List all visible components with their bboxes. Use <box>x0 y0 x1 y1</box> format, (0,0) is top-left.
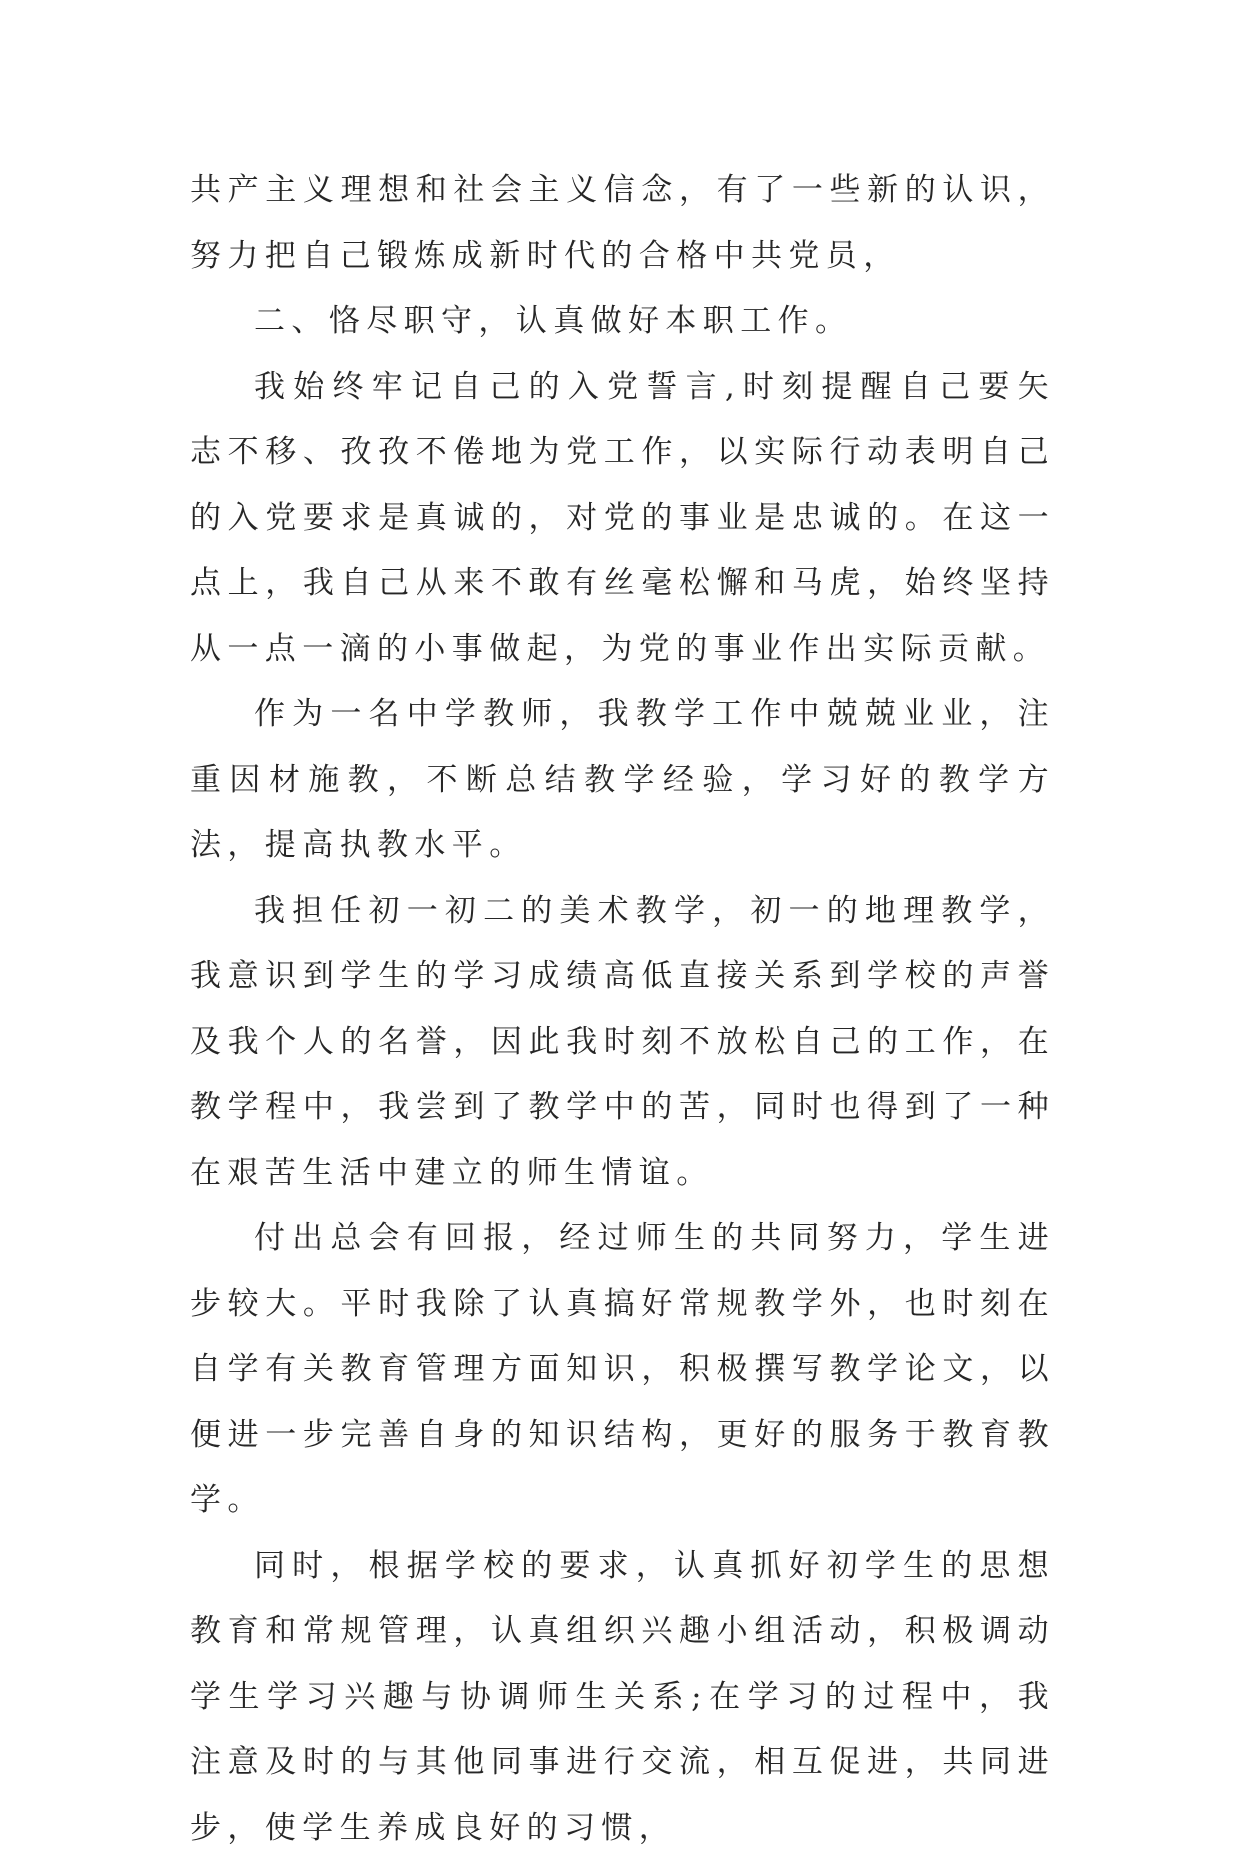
paragraph-1: 共产主义理想和社会主义信念，有了一些新的认识，努力把自己锻炼成新时代的合格中共党员， <box>190 158 1055 289</box>
paragraph-3: 我始终牢记自己的入党誓言,时刻提醒自己要矢志不移、孜孜不倦地为党工作，以实际行动表明自己的入党要求是真诚的，对党的事业是忠诚的。在这一点上，我自己从来不敢有丝毫松懈和马虎，始终坚持从一点一滴的小事做起，为党的事业作出实际贡献。 <box>190 355 1055 683</box>
paragraph-6: 付出总会有回报，经过师生的共同努力，学生进步较大。平时我除了认真搞好常规教学外，也时刻在自学有关教育管理方面知识，积极撰写教学论文，以便进一步完善自身的知识结构，更好的服务于教育教学。 <box>190 1206 1055 1534</box>
paragraph-7: 同时，根据学校的要求，认真抓好初学生的思想教育和常规管理，认真组织兴趣小组活动，积极调动学生学习兴趣与协调师生关系;在学习的过程中，我注意及时的与其他同事进行交流，相互促进，共同进步，使学生养成良好的习惯， <box>190 1534 1055 1861</box>
section-heading-2: 二、恪尽职守，认真做好本职工作。 <box>190 289 1055 355</box>
document-body <box>190 158 1055 1861</box>
paragraph-5: 我担任初一初二的美术教学，初一的地理教学，我意识到学生的学习成绩高低直接关系到学校的声誉及我个人的名誉，因此我时刻不放松自己的工作，在教学程中，我尝到了教学中的苦，同时也得到了一种在艰苦生活中建立的师生情谊。 <box>190 879 1055 1207</box>
paragraph-4: 作为一名中学教师，我教学工作中兢兢业业，注重因材施教，不断总结教学经验，学习好的教学方法，提高执教水平。 <box>190 682 1055 879</box>
